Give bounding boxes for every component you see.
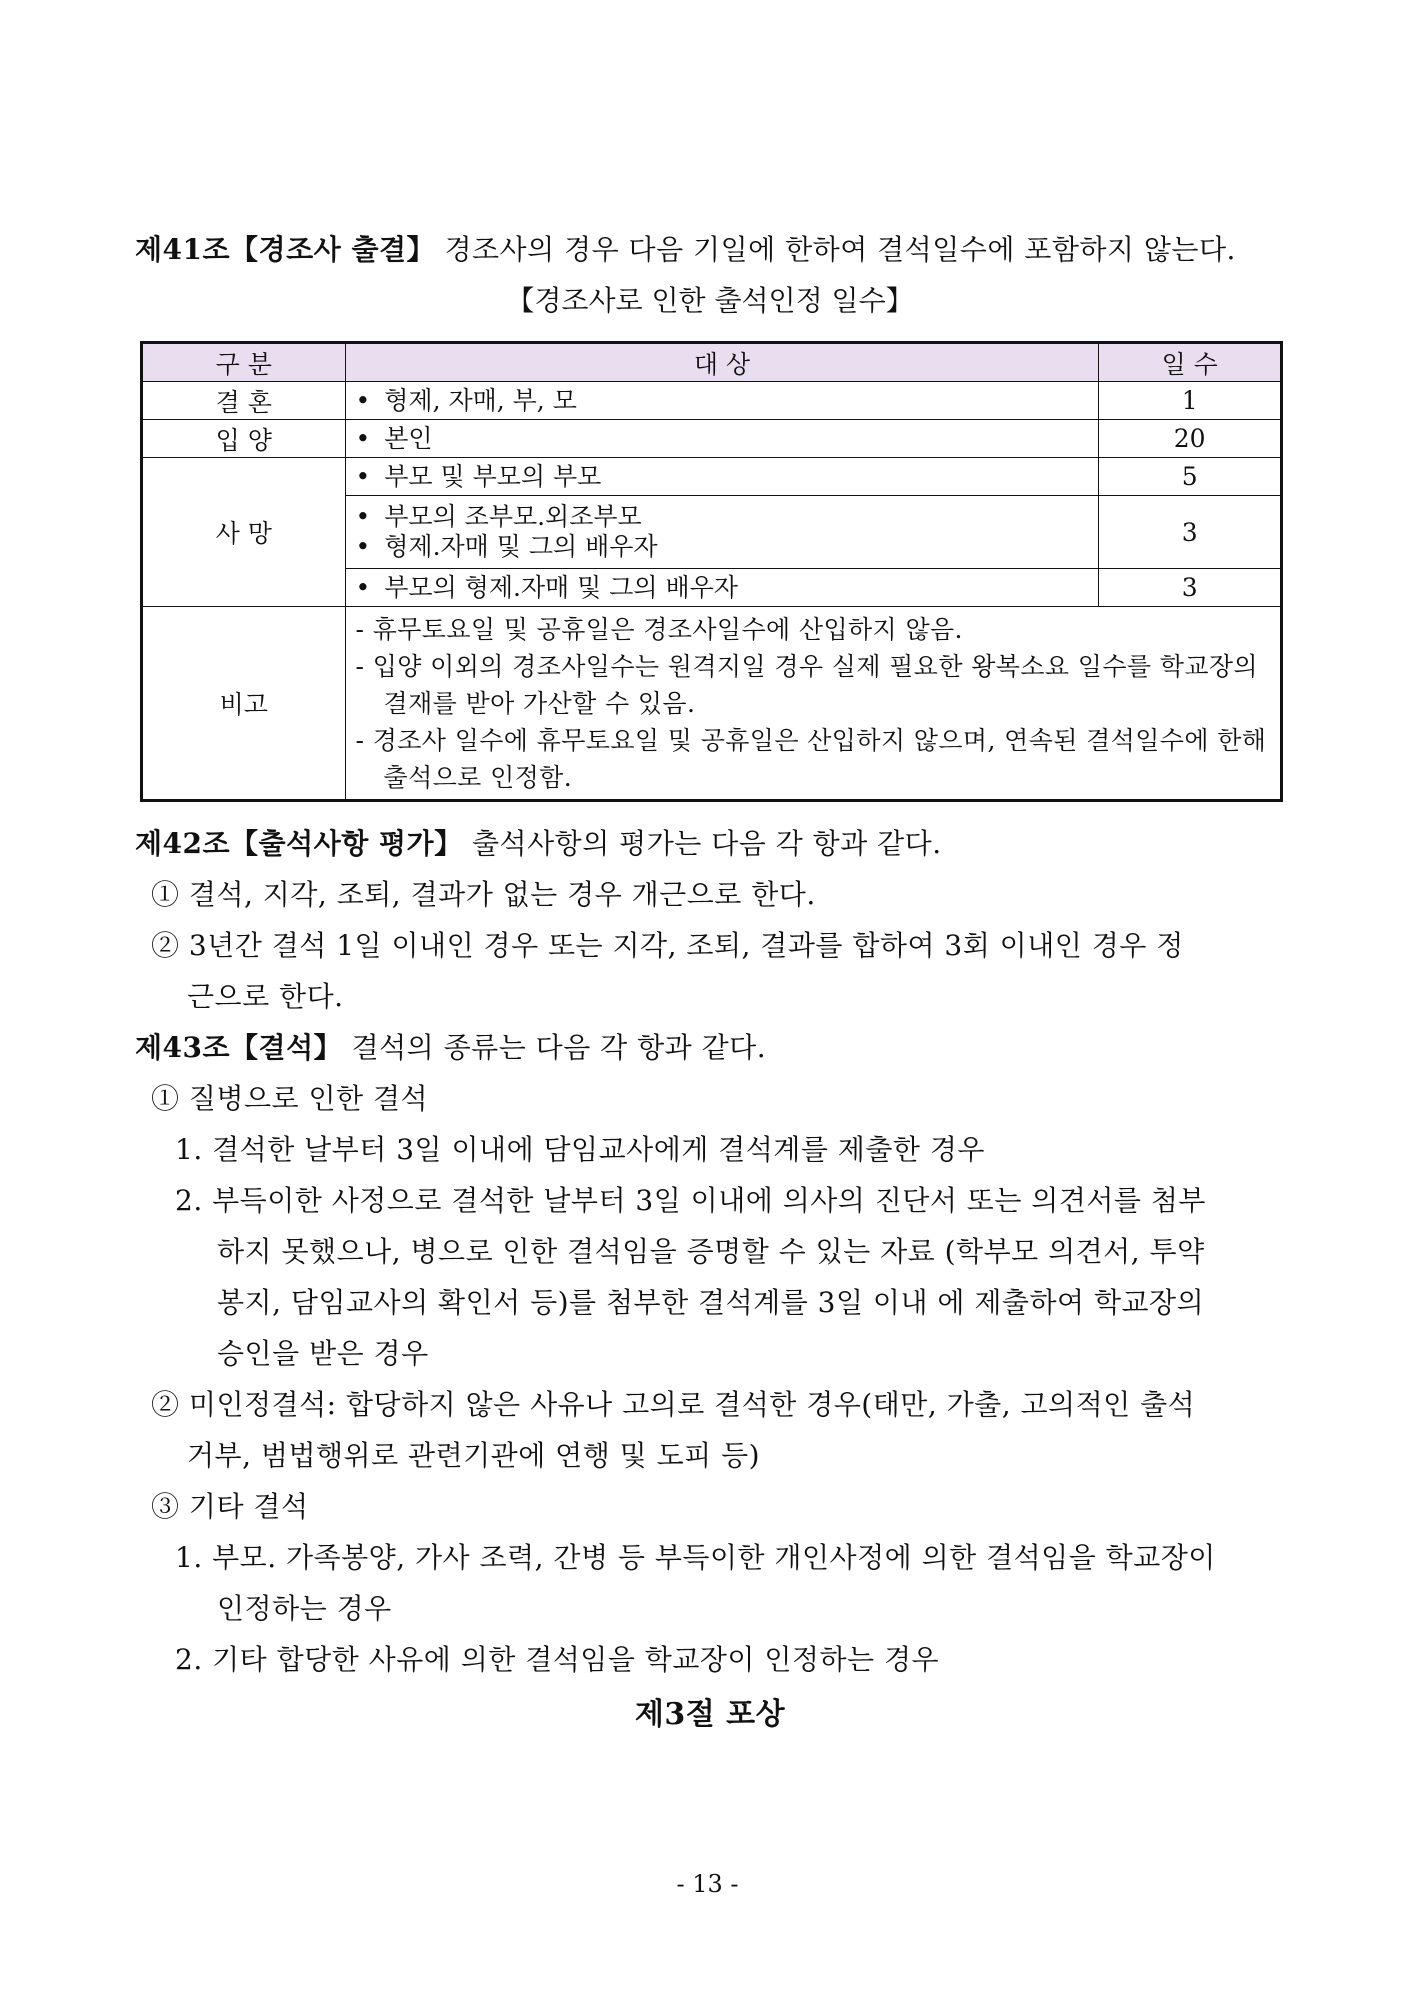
row-target: • 부모의 형제.자매 및 그의 배우자 bbox=[356, 573, 1089, 603]
section-title: 제3절 포상 bbox=[634, 1697, 786, 1732]
article-43-subitem: 1. 결석한 날부터 3일 이내에 담임교사에게 결석계를 제출한 경우 bbox=[175, 1133, 985, 1166]
header-category: 구 분 bbox=[142, 343, 346, 382]
page-number: - 13 - bbox=[676, 1870, 739, 1898]
article-42-heading: 제42조【출석사항 평가】 bbox=[135, 827, 463, 860]
article-43-heading: 제43조【결석】 bbox=[135, 1031, 343, 1064]
article-43-item: ③ 기타 결석 bbox=[151, 1490, 309, 1523]
table-caption: 【경조사로 인한 출석인정 일수】 bbox=[506, 284, 914, 317]
row-target: • 형제.자매 및 그의 배우자 bbox=[356, 532, 1089, 562]
row-target: • 형제, 자매, 부, 모 bbox=[356, 386, 1089, 416]
header-days: 일 수 bbox=[1099, 343, 1282, 382]
article-42-item-cont: 근으로 한다. bbox=[187, 980, 344, 1013]
remark-item: - 경조사 일수에 휴무토요일 및 공휴일은 산입하지 않으며, 연속된 결석일수에 한해 출석으로 인정함. bbox=[355, 725, 1267, 792]
row-category: 사 망 bbox=[142, 458, 346, 607]
table-row bbox=[142, 420, 1282, 458]
remark-item: - 입양 이외의 경조사일수는 원격지일 경우 실제 필요한 왕복소요 일수를 학교장의 결재를 받아 가산할 수 있음. bbox=[355, 651, 1258, 718]
article-43-item-cont: 거부, 범법행위로 관련기관에 연행 및 도피 등) bbox=[187, 1439, 761, 1472]
article-42 bbox=[135, 826, 942, 862]
row-category: 입 양 bbox=[142, 420, 346, 458]
article-42-item: ① 결석, 지각, 조퇴, 결과가 없는 경우 개근으로 한다. bbox=[151, 878, 816, 911]
article-42-text: 출석사항의 평가는 다음 각 항과 같다. bbox=[462, 827, 942, 860]
row-days: 20 bbox=[1099, 420, 1282, 458]
table-row-remarks bbox=[142, 607, 1282, 801]
remarks-category: 비고 bbox=[142, 607, 346, 801]
table-header-row bbox=[142, 343, 1282, 382]
table-row bbox=[142, 458, 1282, 496]
row-days: 5 bbox=[1099, 458, 1282, 496]
article-43-subitem-cont: 봉지, 담임교사의 확인서 등)를 첨부한 결석계를 3일 이내 에 제출하여 학교장의 bbox=[217, 1286, 1205, 1319]
article-41 bbox=[135, 232, 1236, 268]
article-42-item: ② 3년간 결석 1일 이내인 경우 또는 지각, 조퇴, 결과를 합하여 3회 이내인 경우 정 bbox=[151, 929, 1184, 962]
row-target: • 부모의 조부모.외조부모 bbox=[356, 502, 1089, 532]
row-days: 3 bbox=[1099, 496, 1282, 569]
row-target: • 부모 및 부모의 부모 bbox=[356, 462, 1089, 492]
article-41-heading: 제41조【경조사 출결】 bbox=[135, 233, 436, 266]
row-target: • 본인 bbox=[356, 424, 1089, 454]
article-43-subitem: 2. 부득이한 사정으로 결석한 날부터 3일 이내에 의사의 진단서 또는 의견서를 첨부 bbox=[175, 1184, 1206, 1217]
article-43-subitem: 2. 기타 합당한 사유에 의한 결석임을 학교장이 인정하는 경우 bbox=[175, 1643, 940, 1676]
article-43-subitem-cont: 승인을 받은 경우 bbox=[217, 1337, 429, 1370]
article-41-text: 경조사의 경우 다음 기일에 한하여 결석일수에 포함하지 않는다. bbox=[435, 233, 1236, 266]
table-row bbox=[142, 382, 1282, 420]
article-43 bbox=[135, 1030, 766, 1066]
remark-item: - 휴무토요일 및 공휴일은 경조사일수에 산입하지 않음. bbox=[355, 614, 963, 644]
article-43-subitem: 1. 부모. 가족봉양, 가사 조력, 간병 등 부득이한 개인사정에 의한 결석임을 학교장이 bbox=[175, 1541, 1216, 1574]
header-target: 대 상 bbox=[345, 343, 1099, 382]
article-43-subitem-cont: 하지 못했으나, 병으로 인한 결석임을 증명할 수 있는 자료 (학부모 의견서, 투약 bbox=[217, 1235, 1205, 1268]
attendance-table bbox=[140, 341, 1283, 802]
article-43-subitem-cont: 인정하는 경우 bbox=[217, 1592, 392, 1625]
article-43-text: 결석의 종류는 다음 각 항과 같다. bbox=[342, 1031, 767, 1064]
row-days: 1 bbox=[1099, 382, 1282, 420]
article-43-item: ① 질병으로 인한 결석 bbox=[151, 1082, 429, 1115]
row-days: 3 bbox=[1099, 569, 1282, 607]
article-43-item: ② 미인정결석: 합당하지 않은 사유나 고의로 결석한 경우(태만, 가출, 고의적인 출석 bbox=[151, 1388, 1196, 1421]
row-category: 결 혼 bbox=[142, 382, 346, 420]
